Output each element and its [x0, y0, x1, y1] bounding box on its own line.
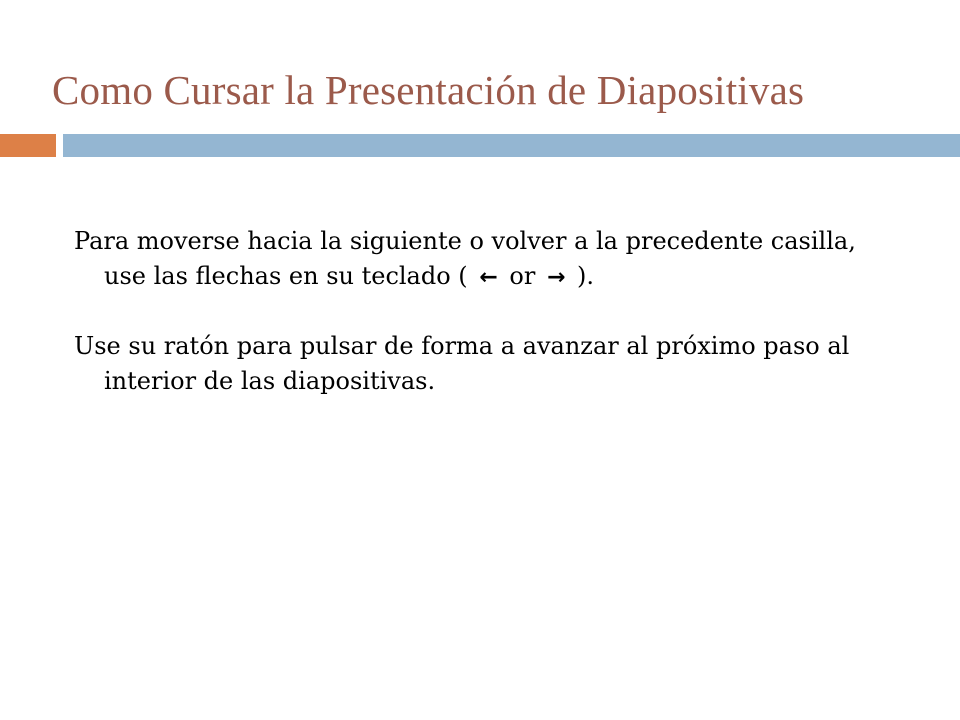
- arrow-connector-text: or: [509, 262, 536, 290]
- navigation-text-before: Para moverse hacia la siguiente o volver a la precedente casilla, use las flechas en su teclado (: [74, 227, 856, 290]
- slide-content: [74, 224, 904, 433]
- navigation-text-after: ).: [577, 262, 595, 290]
- arrow-right-icon: →: [546, 265, 566, 290]
- arrow-left-icon: ←: [479, 265, 498, 290]
- slide-title: Como Cursar la Presentación de Diapositivas: [52, 67, 805, 113]
- title-accent-bar-blue: [63, 134, 960, 157]
- navigation-instruction-paragraph: [74, 224, 904, 295]
- mouse-instruction-paragraph: Use su ratón para pulsar de forma a avanzar al próximo paso al interior de las diapositivas.: [74, 332, 850, 395]
- title-accent-bar-orange: [0, 134, 56, 157]
